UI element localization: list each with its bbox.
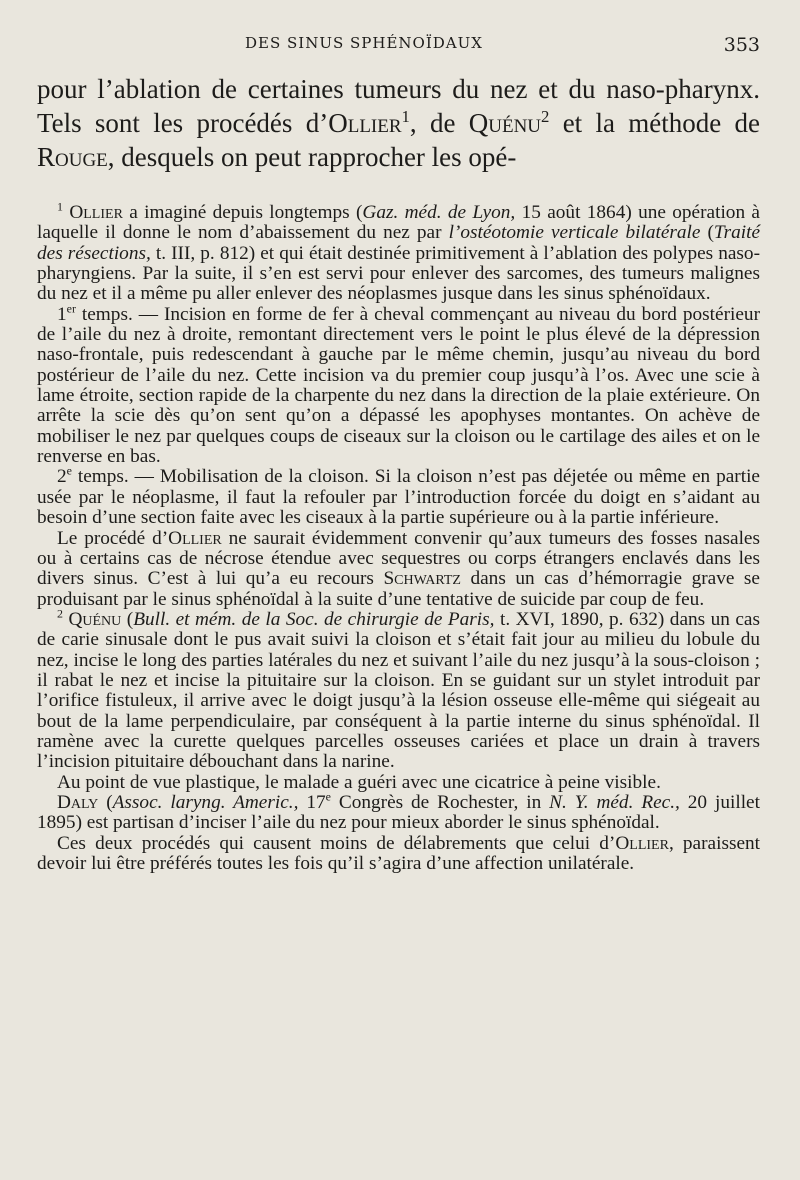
footnote-1-temps-1: 1er temps. — Incision en forme de fer à cheval commençant au niveau du bord postérieur de l’aile du nez à droite, remontant directement vers le point le plus élevé de la dépression naso-frontale, puis redescendant à gauche par le même chemin, jusqu’au niveau du bord postérieur de l’aile du nez. Cette incision va du premier coup jusqu’à l’os. Avec une scie à lame étroite, section rapide de la charpente du nez dans la direction de la plaie extérieure. On arrête la scie dès qu’on sent qu’on a dépassé les apophyses montantes. On achève de mobiliser le nez par quelques coups de ciseaux sur la cloison ou le cartilage des ailes et on le renverse en bas. <box>37 301 760 468</box>
footnote-1-temps-2: 2e temps. — Mobilisation de la cloison. Si la cloison n’est pas déjetée ou même en partie usée par le néoplasme, il faut la refouler par l’introduction forcée du doigt en s’aidant au besoin d’une section faite avec les ciseaux à la partie supérieure ou à la partie inférieure. <box>37 464 760 529</box>
author-quenu: Quénu <box>468 108 542 138</box>
footnote-mark: 1 <box>57 199 63 214</box>
page-header <box>37 34 760 58</box>
footnote-ref-1: 1 <box>401 107 410 126</box>
footnote-2-daly: Daly (Assoc. laryng. Americ., 17e Congrès de Rochester, in N. Y. méd. Rec., 20 juillet 1895) est partisan d’inciser l’aile du nez pour mieux aborder le sinus sphénoïdal. <box>37 789 760 834</box>
footnote-2-plastic: Au point de vue plastique, le malade a guéri avec une cicatrice à peine visible. <box>57 771 661 793</box>
footnote-1-comment: Le procédé d’Ollier ne saurait évidemment convenir qu’aux tumeurs des fosses nasales ou à certains cas de nécrose étendue avec sequestres ou corps étrangers enclavés dans les divers sinus. C’est à lui qu’a eu recours Schwartz dans un cas d’hémorragie grave se produisant par le sinus sphénoïdal à la suite d’une tentative de suicide par coup de feu. <box>37 527 760 610</box>
footnotes <box>37 199 761 874</box>
main-paragraph: pour l’ablation de certaines tumeurs du nez et du naso-pharynx. Tels sont les procédés d’Ollier$^1$, de Quénu$^2$ et la méthode de Rouge, desquels on peut rapprocher les opé- <box>37 74 761 172</box>
author-rouge: Rouge <box>37 142 108 172</box>
footnote-2: $^2$ Quénu (Bull. et mém. de la Soc. de chirurgie de Paris, t. XVI, 1890, p. 632) dans un cas de carie sinusale dont le pus avait suivi la cloison et s’était fait jour au milieu du lobule du nez, incise le long des parties latérales du nez et suivant l’aile du nez jusqu’à la sous-cloison ; il rabat le nez et incise la pituitaire sur la cloison. En se guidant sur un stylet introduit par l’orifice fistuleux, il arrive avec le doigt jusqu’à la lésion osseuse elle-même qui siégeait au bout de la lame perpendiculaire, par conséquent à la partie interne du sinus sphénoïdal. Il ramène avec la curette quelques parcelles osseuses cariées et place un drain à travers l’incision pituitaire débouchant dans la narine. <box>37 606 760 773</box>
footnote-ref-2: 2 <box>541 107 550 126</box>
footnote-1: $^1$ Ollier a imaginé depuis longtemps (Gaz. méd. de Lyon, 15 août 1864) une opération à laquelle il donne le nom d’abaissement du nez par l’ostéotomie verticale bilatérale (Traité des résections, t. III, p. 812) et qui était destinée primitivement à l’ablation des polypes naso-pharyngiens. Par la suite, il s’en est servi pour enlever des sarcomes, des tumeurs malignes du nez et il a même pu aller enlever des néoplasmes jusque dans les sinus sphénoïdaux. <box>37 199 760 305</box>
page-number: 353 <box>723 34 760 56</box>
running-title: DES SINUS SPHÉNOÏDAUX <box>245 34 483 52</box>
footnote-2-conclusion: Ces deux procédés qui causent moins de délabrements que celui d’Ollier, paraissent devoir lui être préférés toutes les fois qu’il s’agira d’une affection unilatérale. <box>37 832 761 874</box>
footnote-mark: 2 <box>57 606 63 621</box>
author-ollier: Ollier <box>328 108 402 138</box>
